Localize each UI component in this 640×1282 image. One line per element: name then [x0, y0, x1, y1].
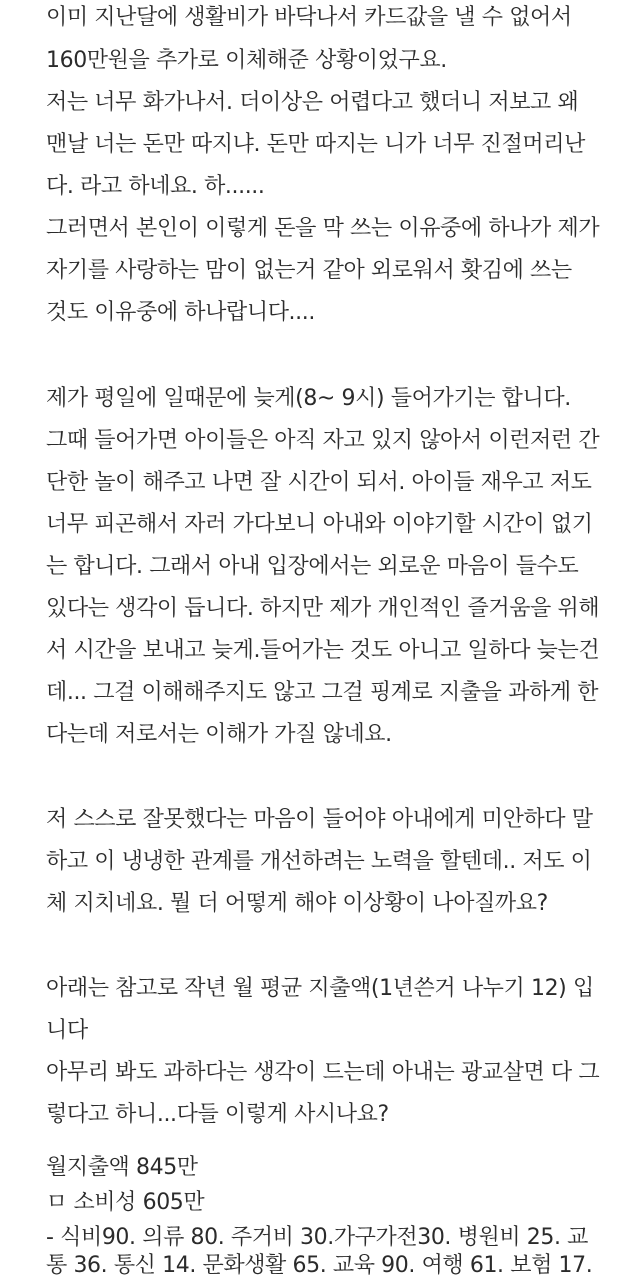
text-line: 저 스스로 잘못했다는 마음이 들어야 아내에게 미안하다 말 — [46, 807, 593, 832]
text-line: 서 시간을 보내고 늦게.들어가는 것도 아니고 일하다 늦는건 — [46, 638, 600, 663]
text-line: 통 36. 통신 14. 문화생활 65. 교육 90. 여행 61. 보험 17. — [46, 1253, 593, 1278]
text-line: 저는 너무 화가나서. 더이상은 어렵다고 했더니 저보고 왜 — [46, 90, 579, 115]
text-line: 아래는 참고로 작년 월 평균 지출액(1년쓴거 나누기 12) 입 — [46, 976, 594, 1001]
text-line: 너무 피곤해서 자러 가다보니 아내와 이야기할 시간이 없기 — [46, 512, 593, 537]
text-line: ㅁ 소비성 605만 — [46, 1190, 205, 1215]
text-line: 는 합니다. 그래서 아내 입장에서는 외로운 마음이 들수도 — [46, 554, 579, 579]
text-line: 데... 그걸 이해해주지도 않고 그걸 핑계로 지출을 과하게 한 — [46, 680, 599, 705]
text-line: 단한 놀이 해주고 나면 잘 시간이 되서. 아이들 재우고 저도 — [46, 470, 592, 495]
text-line: 월지출액 845만 — [46, 1155, 198, 1180]
text-line: 체 지치네요. 뭘 더 어떻게 해야 이상황이 나아질까요? — [46, 891, 548, 916]
text-line: 맨날 너는 돈만 따지냐. 돈만 따지는 니가 너무 진절머리난 — [46, 132, 585, 157]
text-line: 그러면서 본인이 이렇게 돈을 막 쓰는 이유중에 하나가 제가 — [46, 216, 600, 241]
text-line: 렇다고 하니...다들 이렇게 사시나요? — [46, 1102, 389, 1127]
text-line: 다는데 저로서는 이해가 가질 않네요. — [46, 722, 392, 747]
text-line: 다. 라고 하네요. 하...... — [46, 174, 265, 199]
text-line: 자기를 사랑하는 맘이 없는거 같아 외로워서 홧김에 쓰는 — [46, 258, 572, 283]
text-line: 160만원을 추가로 이체해준 상황이었구요. — [46, 48, 447, 73]
text-line: - 식비90. 의류 80. 주거비 30.가구가전30. 병원비 25. 교 — [46, 1225, 589, 1250]
text-line: 아무리 봐도 과하다는 생각이 드는데 아내는 광교살면 다 그 — [46, 1060, 600, 1085]
text-line: 있다는 생각이 듭니다. 하지만 제가 개인적인 즐거움을 위해 — [46, 596, 600, 621]
text-line: 하고 이 냉냉한 관계를 개선하려는 노력을 할텐데.. 저도 이 — [46, 849, 592, 874]
text-line: 이미 지난달에 생활비가 바닥나서 카드값을 낼 수 없어서 — [46, 5, 572, 30]
text-line: 것도 이유중에 하나랍니다.... — [46, 300, 315, 325]
text-line: 제가 평일에 일때문에 늦게(8~ 9시) 들어가기는 합니다. — [46, 386, 571, 411]
text-line: 그때 들어가면 아이들은 아직 자고 있지 않아서 이런저런 간 — [46, 428, 600, 453]
text-line: 니다 — [46, 1018, 88, 1043]
